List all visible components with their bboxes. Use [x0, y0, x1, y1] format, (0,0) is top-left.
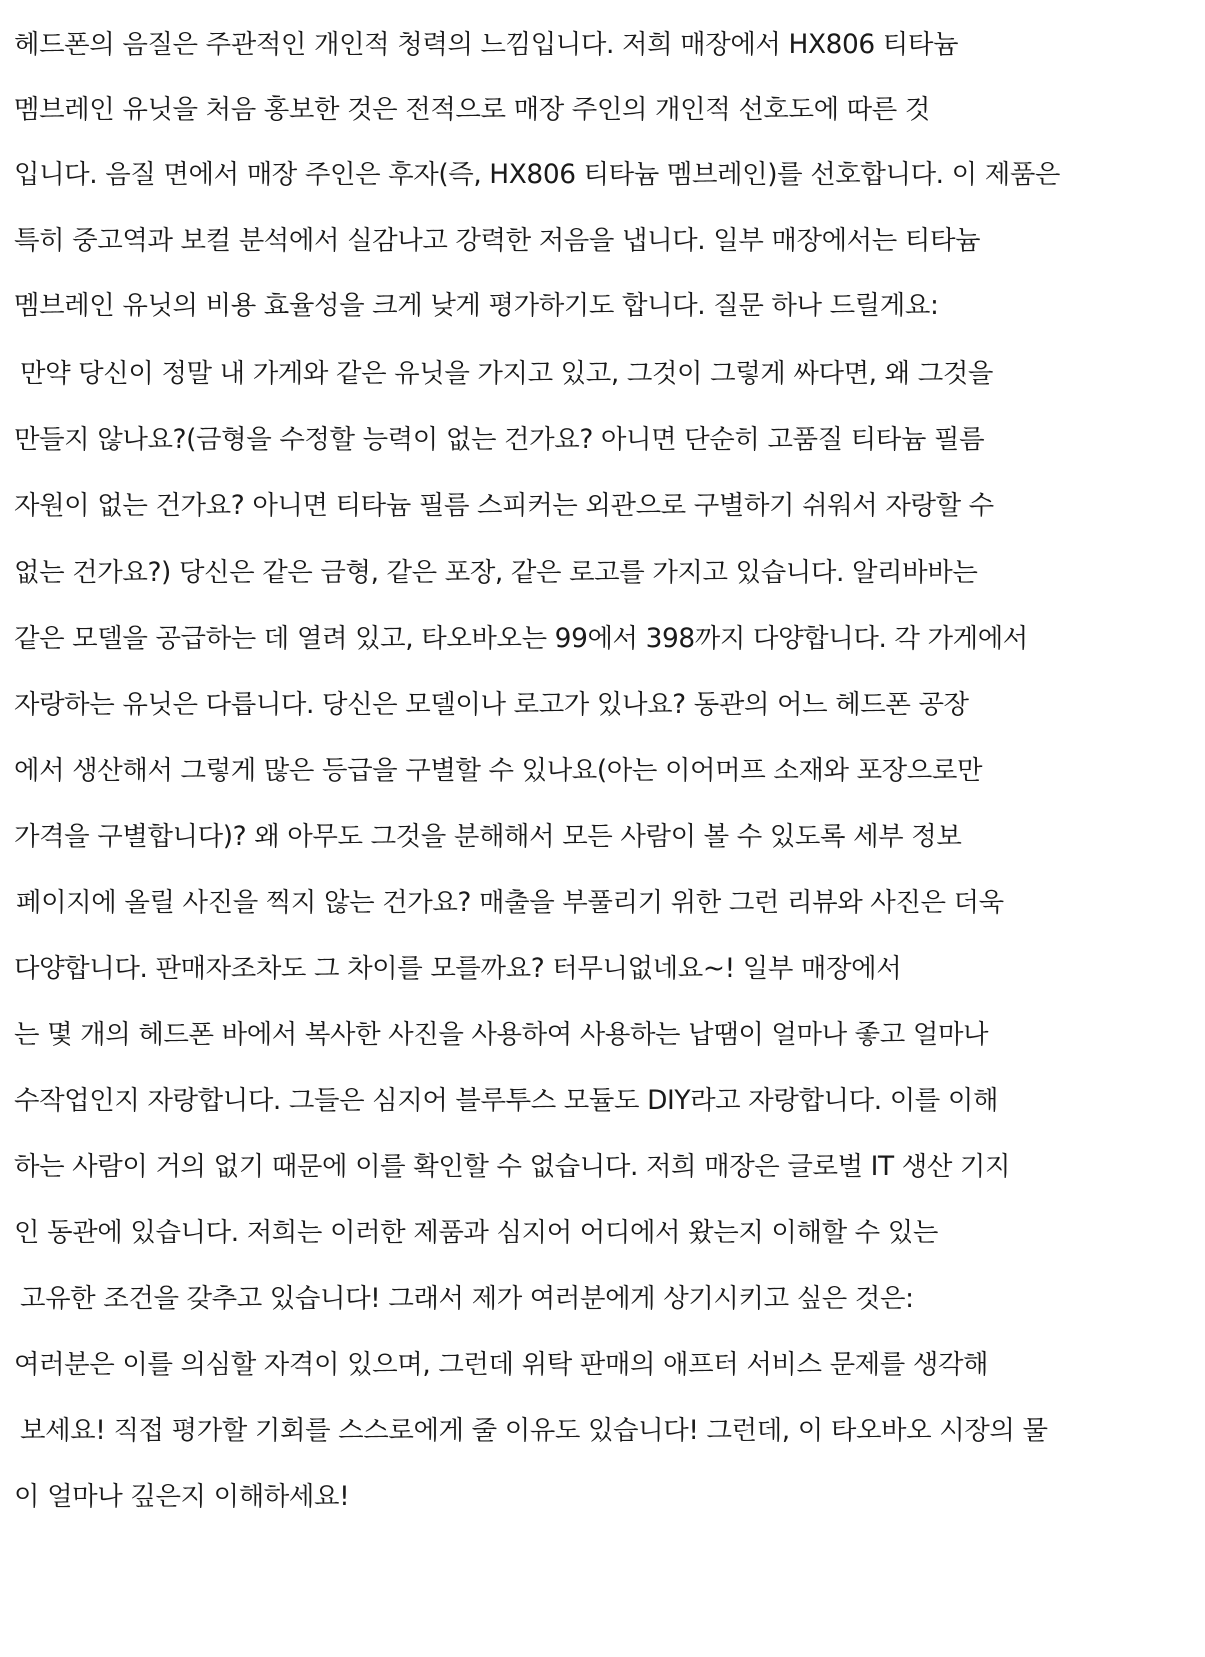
paragraph-line: 입니다. 음질 면에서 매장 주인은 후자(즉, HX806 티타늄 멤브레인)를 선호합니다. 이 제품은 [14, 159, 1061, 190]
paragraph-line: 같은 모델을 공급하는 데 열려 있고, 타오바오는 99에서 398까지 다양합니다. 각 가게에서 [14, 623, 1028, 654]
paragraph-line: 특히 중고역과 보컬 분석에서 실감나고 강력한 저음을 냅니다. 일부 매장에서는 티타늄 [14, 225, 981, 256]
paragraph-line: 고유한 조건을 갖추고 있습니다! 그래서 제가 여러분에게 상기시키고 싶은 것은: [20, 1283, 914, 1314]
paragraph-line: 가격을 구별합니다)? 왜 아무도 그것을 분해해서 모든 사람이 볼 수 있도록 세부 정보 [14, 821, 962, 852]
paragraph-line: 자랑하는 유닛은 다릅니다. 당신은 모델이나 로고가 있나요? 동관의 어느 헤드폰 공장 [14, 689, 969, 720]
paragraph-line: 인 동관에 있습니다. 저희는 이러한 제품과 심지어 어디에서 왔는지 이해할 수 있는 [14, 1217, 938, 1248]
paragraph-line: 멤브레인 유닛을 처음 홍보한 것은 전적으로 매장 주인의 개인적 선호도에 따른 것 [14, 94, 930, 125]
paragraph-line: 만들지 않나요?(금형을 수정할 능력이 없는 건가요? 아니면 단순히 고품질 티타늄 필름 [14, 424, 985, 455]
paragraph-line: 여러분은 이를 의심할 자격이 있으며, 그런데 위탁 판매의 애프터 서비스 문제를 생각해 [14, 1349, 989, 1380]
paragraph-line: 에서 생산해서 그렇게 많은 등급을 구별할 수 있나요(아는 이어머프 소재와 포장으로만 [14, 755, 983, 786]
paragraph-line: 다양합니다. 판매자조차도 그 차이를 모를까요? 터무니없네요~! 일부 매장에서 [14, 953, 902, 984]
paragraph-line: 수작업인지 자랑합니다. 그들은 심지어 블루투스 모듈도 DIY라고 자랑합니다. 이를 이해 [14, 1085, 999, 1116]
paragraph-line: 보세요! 직접 평가할 기회를 스스로에게 줄 이유도 있습니다! 그런데, 이 타오바오 시장의 물 [20, 1415, 1048, 1446]
paragraph-line: 이 얼마나 깊은지 이해하세요! [14, 1481, 350, 1512]
paragraph-line: 없는 건가요?) 당신은 같은 금형, 같은 포장, 같은 로고를 가지고 있습니다. 알리바바는 [14, 557, 978, 588]
paragraph-line: 자원이 없는 건가요? 아니면 티타늄 필름 스피커는 외관으로 구별하기 쉬워서 자랑할 수 [14, 490, 994, 521]
paragraph-line: 멤브레인 유닛의 비용 효율성을 크게 낮게 평가하기도 합니다. 질문 하나 드릴게요: [14, 290, 939, 321]
paragraph-line: 하는 사람이 거의 없기 때문에 이를 확인할 수 없습니다. 저희 매장은 글로벌 IT 생산 기지 [14, 1151, 1011, 1182]
paragraph-line: 는 몇 개의 헤드폰 바에서 복사한 사진을 사용하여 사용하는 납땜이 얼마나 좋고 얼마나 [14, 1019, 989, 1050]
paragraph-line: 만약 당신이 정말 내 가게와 같은 유닛을 가지고 있고, 그것이 그렇게 싸다면, 왜 그것을 [20, 358, 994, 389]
paragraph-line: 헤드폰의 음질은 주관적인 개인적 청력의 느낌입니다. 저희 매장에서 HX806 티타늄 [14, 29, 959, 60]
paragraph-line: 페이지에 올릴 사진을 찍지 않는 건가요? 매출을 부풀리기 위한 그런 리뷰와 사진은 더욱 [16, 887, 1004, 918]
